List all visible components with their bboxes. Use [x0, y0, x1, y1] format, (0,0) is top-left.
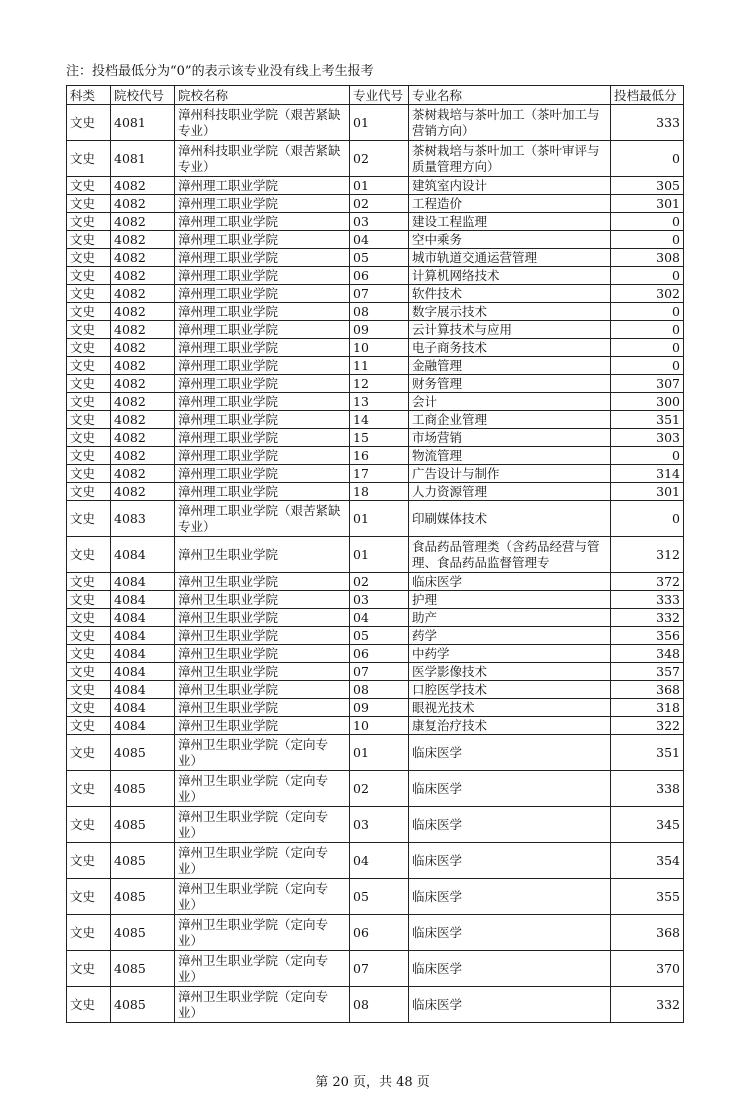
min-score-cell: 301	[611, 483, 684, 501]
header-min-score: 投档最低分	[611, 86, 684, 105]
school-code-cell: 4084	[111, 609, 175, 627]
major-code-cell: 15	[350, 429, 409, 447]
major-name-cell: 茶树栽培与茶叶加工（茶叶加工与营销方向）	[409, 105, 611, 141]
category-cell: 文史	[67, 231, 111, 249]
school-code-cell: 4083	[111, 501, 175, 537]
category-cell: 文史	[67, 879, 111, 915]
category-cell: 文史	[67, 573, 111, 591]
table-row	[67, 285, 684, 303]
school-code-cell: 4085	[111, 915, 175, 951]
school-code-cell: 4082	[111, 357, 175, 375]
school-code-cell: 4085	[111, 879, 175, 915]
category-cell: 文史	[67, 501, 111, 537]
category-cell: 文史	[67, 177, 111, 195]
category-cell: 文史	[67, 537, 111, 573]
table-row	[67, 609, 684, 627]
table-row	[67, 735, 684, 771]
major-name-cell: 印刷媒体技术	[409, 501, 611, 537]
table-row	[67, 249, 684, 267]
major-name-cell: 工商企业管理	[409, 411, 611, 429]
major-code-cell: 03	[350, 213, 409, 231]
header-school-code: 院校代号	[111, 86, 175, 105]
major-name-cell: 空中乘务	[409, 231, 611, 249]
table-row	[67, 339, 684, 357]
school-code-cell: 4084	[111, 717, 175, 735]
school-name-cell: 漳州理工职业学院	[175, 357, 350, 375]
school-name-cell: 漳州理工职业学院	[175, 465, 350, 483]
category-cell: 文史	[67, 447, 111, 465]
school-code-cell: 4082	[111, 195, 175, 213]
min-score-cell: 305	[611, 177, 684, 195]
school-code-cell: 4082	[111, 267, 175, 285]
school-code-cell: 4082	[111, 177, 175, 195]
min-score-cell: 301	[611, 195, 684, 213]
table-note: 注：投档最低分为“0”的表示该专业没有线上考生报考	[66, 64, 374, 79]
min-score-cell: 354	[611, 843, 684, 879]
school-code-cell: 4084	[111, 573, 175, 591]
major-name-cell: 临床医学	[409, 843, 611, 879]
min-score-cell: 356	[611, 627, 684, 645]
table-row	[67, 195, 684, 213]
min-score-cell: 338	[611, 771, 684, 807]
school-name-cell: 漳州卫生职业学院	[175, 645, 350, 663]
table-row	[67, 843, 684, 879]
min-score-cell: 345	[611, 807, 684, 843]
table-row	[67, 879, 684, 915]
category-cell: 文史	[67, 393, 111, 411]
table-row	[67, 267, 684, 285]
page-footer: 第 20 页，共 48 页	[315, 1075, 430, 1090]
school-name-cell: 漳州卫生职业学院（定向专业）	[175, 735, 350, 771]
school-code-cell: 4082	[111, 285, 175, 303]
category-cell: 文史	[67, 717, 111, 735]
table-row	[67, 807, 684, 843]
major-name-cell: 会计	[409, 393, 611, 411]
school-code-cell: 4082	[111, 249, 175, 267]
table-row	[67, 699, 684, 717]
major-code-cell: 08	[350, 681, 409, 699]
min-score-cell: 0	[611, 141, 684, 177]
school-name-cell: 漳州理工职业学院	[175, 303, 350, 321]
major-name-cell: 数字展示技术	[409, 303, 611, 321]
school-name-cell: 漳州卫生职业学院（定向专业）	[175, 951, 350, 987]
school-code-cell: 4084	[111, 627, 175, 645]
major-code-cell: 01	[350, 501, 409, 537]
table-row	[67, 321, 684, 339]
min-score-cell: 332	[611, 609, 684, 627]
major-code-cell: 09	[350, 321, 409, 339]
school-code-cell: 4082	[111, 429, 175, 447]
table-row	[67, 591, 684, 609]
school-code-cell: 4085	[111, 771, 175, 807]
category-cell: 文史	[67, 411, 111, 429]
school-name-cell: 漳州卫生职业学院	[175, 681, 350, 699]
school-code-cell: 4085	[111, 843, 175, 879]
header-category: 科类	[67, 86, 111, 105]
major-code-cell: 01	[350, 735, 409, 771]
school-name-cell: 漳州理工职业学院	[175, 177, 350, 195]
major-name-cell: 康复治疗技术	[409, 717, 611, 735]
table-row	[67, 303, 684, 321]
table-row	[67, 231, 684, 249]
major-name-cell: 食品药品管理类（含药品经营与管理、食品药品监督管理专	[409, 537, 611, 573]
min-score-cell: 0	[611, 267, 684, 285]
school-code-cell: 4082	[111, 303, 175, 321]
major-code-cell: 01	[350, 177, 409, 195]
category-cell: 文史	[67, 699, 111, 717]
table-row	[67, 627, 684, 645]
major-code-cell: 02	[350, 573, 409, 591]
school-name-cell: 漳州理工职业学院	[175, 321, 350, 339]
min-score-cell: 333	[611, 591, 684, 609]
school-code-cell: 4082	[111, 375, 175, 393]
min-score-cell: 355	[611, 879, 684, 915]
category-cell: 文史	[67, 663, 111, 681]
category-cell: 文史	[67, 375, 111, 393]
category-cell: 文史	[67, 681, 111, 699]
category-cell: 文史	[67, 987, 111, 1023]
min-score-cell: 348	[611, 645, 684, 663]
school-name-cell: 漳州理工职业学院	[175, 447, 350, 465]
category-cell: 文史	[67, 591, 111, 609]
major-name-cell: 电子商务技术	[409, 339, 611, 357]
category-cell: 文史	[67, 339, 111, 357]
category-cell: 文史	[67, 609, 111, 627]
table-row	[67, 411, 684, 429]
table-row	[67, 393, 684, 411]
school-code-cell: 4081	[111, 141, 175, 177]
category-cell: 文史	[67, 285, 111, 303]
major-name-cell: 财务管理	[409, 375, 611, 393]
major-name-cell: 计算机网络技术	[409, 267, 611, 285]
min-score-cell: 0	[611, 213, 684, 231]
category-cell: 文史	[67, 465, 111, 483]
school-code-cell: 4085	[111, 735, 175, 771]
school-code-cell: 4084	[111, 663, 175, 681]
major-name-cell: 药学	[409, 627, 611, 645]
min-score-cell: 368	[611, 915, 684, 951]
table-row	[67, 357, 684, 375]
min-score-cell: 0	[611, 231, 684, 249]
school-name-cell: 漳州卫生职业学院	[175, 663, 350, 681]
category-cell: 文史	[67, 951, 111, 987]
min-score-cell: 372	[611, 573, 684, 591]
major-name-cell: 物流管理	[409, 447, 611, 465]
school-name-cell: 漳州卫生职业学院	[175, 699, 350, 717]
school-name-cell: 漳州理工职业学院（艰苦紧缺专业）	[175, 501, 350, 537]
min-score-cell: 312	[611, 537, 684, 573]
major-code-cell: 03	[350, 807, 409, 843]
header-major-name: 专业名称	[409, 86, 611, 105]
major-name-cell: 金融管理	[409, 357, 611, 375]
min-score-cell: 300	[611, 393, 684, 411]
school-name-cell: 漳州卫生职业学院（定向专业）	[175, 843, 350, 879]
table-row	[67, 465, 684, 483]
min-score-cell: 333	[611, 105, 684, 141]
min-score-cell: 302	[611, 285, 684, 303]
school-name-cell: 漳州理工职业学院	[175, 213, 350, 231]
category-cell: 文史	[67, 249, 111, 267]
category-cell: 文史	[67, 267, 111, 285]
table-row	[67, 501, 684, 537]
major-code-cell: 02	[350, 771, 409, 807]
major-name-cell: 茶树栽培与茶叶加工（茶叶审评与质量管理方向）	[409, 141, 611, 177]
min-score-cell: 303	[611, 429, 684, 447]
school-name-cell: 漳州科技职业学院（艰苦紧缺专业）	[175, 105, 350, 141]
min-score-cell: 357	[611, 663, 684, 681]
major-name-cell: 医学影像技术	[409, 663, 611, 681]
school-name-cell: 漳州理工职业学院	[175, 285, 350, 303]
category-cell: 文史	[67, 915, 111, 951]
category-cell: 文史	[67, 429, 111, 447]
school-code-cell: 4082	[111, 231, 175, 249]
school-name-cell: 漳州卫生职业学院（定向专业）	[175, 987, 350, 1023]
major-code-cell: 05	[350, 627, 409, 645]
min-score-cell: 308	[611, 249, 684, 267]
major-code-cell: 12	[350, 375, 409, 393]
min-score-cell: 0	[611, 321, 684, 339]
school-code-cell: 4085	[111, 987, 175, 1023]
table-row	[67, 645, 684, 663]
school-name-cell: 漳州卫生职业学院	[175, 627, 350, 645]
major-name-cell: 临床医学	[409, 951, 611, 987]
school-code-cell: 4082	[111, 393, 175, 411]
min-score-cell: 314	[611, 465, 684, 483]
category-cell: 文史	[67, 483, 111, 501]
min-score-cell: 0	[611, 339, 684, 357]
school-name-cell: 漳州卫生职业学院	[175, 717, 350, 735]
category-cell: 文史	[67, 627, 111, 645]
major-code-cell: 07	[350, 285, 409, 303]
major-name-cell: 眼视光技术	[409, 699, 611, 717]
school-name-cell: 漳州卫生职业学院（定向专业）	[175, 879, 350, 915]
major-code-cell: 07	[350, 663, 409, 681]
table-row	[67, 447, 684, 465]
min-score-cell: 0	[611, 447, 684, 465]
school-code-cell: 4084	[111, 645, 175, 663]
school-name-cell: 漳州理工职业学院	[175, 393, 350, 411]
table-row	[67, 537, 684, 573]
school-name-cell: 漳州理工职业学院	[175, 429, 350, 447]
table-row	[67, 141, 684, 177]
major-name-cell: 临床医学	[409, 735, 611, 771]
school-name-cell: 漳州卫生职业学院（定向专业）	[175, 807, 350, 843]
min-score-cell: 318	[611, 699, 684, 717]
table-row	[67, 951, 684, 987]
major-name-cell: 市场营销	[409, 429, 611, 447]
min-score-cell: 322	[611, 717, 684, 735]
school-code-cell: 4084	[111, 681, 175, 699]
school-code-cell: 4082	[111, 483, 175, 501]
school-name-cell: 漳州卫生职业学院	[175, 537, 350, 573]
table-row	[67, 915, 684, 951]
category-cell: 文史	[67, 735, 111, 771]
major-name-cell: 建设工程监理	[409, 213, 611, 231]
school-code-cell: 4085	[111, 807, 175, 843]
category-cell: 文史	[67, 807, 111, 843]
table-row	[67, 717, 684, 735]
major-code-cell: 06	[350, 267, 409, 285]
major-code-cell: 04	[350, 843, 409, 879]
school-code-cell: 4085	[111, 951, 175, 987]
major-code-cell: 18	[350, 483, 409, 501]
school-name-cell: 漳州理工职业学院	[175, 267, 350, 285]
school-name-cell: 漳州卫生职业学院	[175, 609, 350, 627]
admission-score-table	[66, 85, 684, 1023]
major-code-cell: 03	[350, 591, 409, 609]
table-row	[67, 987, 684, 1023]
school-name-cell: 漳州理工职业学院	[175, 195, 350, 213]
school-name-cell: 漳州理工职业学院	[175, 339, 350, 357]
major-code-cell: 02	[350, 195, 409, 213]
school-code-cell: 4082	[111, 447, 175, 465]
table-row	[67, 375, 684, 393]
major-code-cell: 02	[350, 141, 409, 177]
major-name-cell: 工程造价	[409, 195, 611, 213]
major-code-cell: 11	[350, 357, 409, 375]
major-code-cell: 10	[350, 339, 409, 357]
min-score-cell: 368	[611, 681, 684, 699]
major-name-cell: 人力资源管理	[409, 483, 611, 501]
major-name-cell: 云计算技术与应用	[409, 321, 611, 339]
min-score-cell: 351	[611, 411, 684, 429]
min-score-cell: 332	[611, 987, 684, 1023]
major-name-cell: 临床医学	[409, 987, 611, 1023]
major-name-cell: 临床医学	[409, 807, 611, 843]
school-code-cell: 4082	[111, 411, 175, 429]
school-name-cell: 漳州理工职业学院	[175, 231, 350, 249]
table-row	[67, 663, 684, 681]
school-code-cell: 4082	[111, 321, 175, 339]
category-cell: 文史	[67, 105, 111, 141]
school-name-cell: 漳州理工职业学院	[175, 411, 350, 429]
school-name-cell: 漳州理工职业学院	[175, 483, 350, 501]
major-code-cell: 05	[350, 249, 409, 267]
table-row	[67, 681, 684, 699]
header-major-code: 专业代号	[350, 86, 409, 105]
category-cell: 文史	[67, 771, 111, 807]
school-code-cell: 4081	[111, 105, 175, 141]
category-cell: 文史	[67, 357, 111, 375]
table-row	[67, 429, 684, 447]
major-code-cell: 06	[350, 915, 409, 951]
major-name-cell: 中药学	[409, 645, 611, 663]
table-header-row	[67, 86, 684, 105]
major-code-cell: 16	[350, 447, 409, 465]
school-name-cell: 漳州理工职业学院	[175, 249, 350, 267]
min-score-cell: 0	[611, 303, 684, 321]
major-name-cell: 助产	[409, 609, 611, 627]
min-score-cell: 351	[611, 735, 684, 771]
major-code-cell: 17	[350, 465, 409, 483]
major-name-cell: 临床医学	[409, 573, 611, 591]
major-code-cell: 01	[350, 537, 409, 573]
school-name-cell: 漳州卫生职业学院（定向专业）	[175, 771, 350, 807]
table-row	[67, 483, 684, 501]
min-score-cell: 0	[611, 501, 684, 537]
school-name-cell: 漳州卫生职业学院	[175, 573, 350, 591]
category-cell: 文史	[67, 843, 111, 879]
table-row	[67, 771, 684, 807]
category-cell: 文史	[67, 141, 111, 177]
school-code-cell: 4082	[111, 465, 175, 483]
major-code-cell: 04	[350, 609, 409, 627]
table-row	[67, 177, 684, 195]
school-code-cell: 4084	[111, 591, 175, 609]
major-code-cell: 08	[350, 987, 409, 1023]
min-score-cell: 0	[611, 357, 684, 375]
category-cell: 文史	[67, 321, 111, 339]
table-row	[67, 213, 684, 231]
category-cell: 文史	[67, 303, 111, 321]
school-code-cell: 4084	[111, 537, 175, 573]
school-code-cell: 4082	[111, 213, 175, 231]
major-name-cell: 临床医学	[409, 771, 611, 807]
major-code-cell: 04	[350, 231, 409, 249]
min-score-cell: 307	[611, 375, 684, 393]
major-name-cell: 口腔医学技术	[409, 681, 611, 699]
major-code-cell: 06	[350, 645, 409, 663]
category-cell: 文史	[67, 213, 111, 231]
major-name-cell: 广告设计与制作	[409, 465, 611, 483]
major-name-cell: 护理	[409, 591, 611, 609]
school-name-cell: 漳州理工职业学院	[175, 375, 350, 393]
major-code-cell: 13	[350, 393, 409, 411]
school-code-cell: 4084	[111, 699, 175, 717]
major-code-cell: 09	[350, 699, 409, 717]
school-name-cell: 漳州卫生职业学院（定向专业）	[175, 915, 350, 951]
major-name-cell: 建筑室内设计	[409, 177, 611, 195]
category-cell: 文史	[67, 195, 111, 213]
major-code-cell: 07	[350, 951, 409, 987]
school-name-cell: 漳州科技职业学院（艰苦紧缺专业）	[175, 141, 350, 177]
major-name-cell: 临床医学	[409, 879, 611, 915]
major-code-cell: 14	[350, 411, 409, 429]
major-code-cell: 05	[350, 879, 409, 915]
major-code-cell: 08	[350, 303, 409, 321]
category-cell: 文史	[67, 645, 111, 663]
header-school-name: 院校名称	[175, 86, 350, 105]
school-code-cell: 4082	[111, 339, 175, 357]
table-row	[67, 105, 684, 141]
major-code-cell: 10	[350, 717, 409, 735]
school-name-cell: 漳州卫生职业学院	[175, 591, 350, 609]
table-row	[67, 573, 684, 591]
major-name-cell: 城市轨道交通运营管理	[409, 249, 611, 267]
major-name-cell: 临床医学	[409, 915, 611, 951]
min-score-cell: 370	[611, 951, 684, 987]
major-code-cell: 01	[350, 105, 409, 141]
major-name-cell: 软件技术	[409, 285, 611, 303]
